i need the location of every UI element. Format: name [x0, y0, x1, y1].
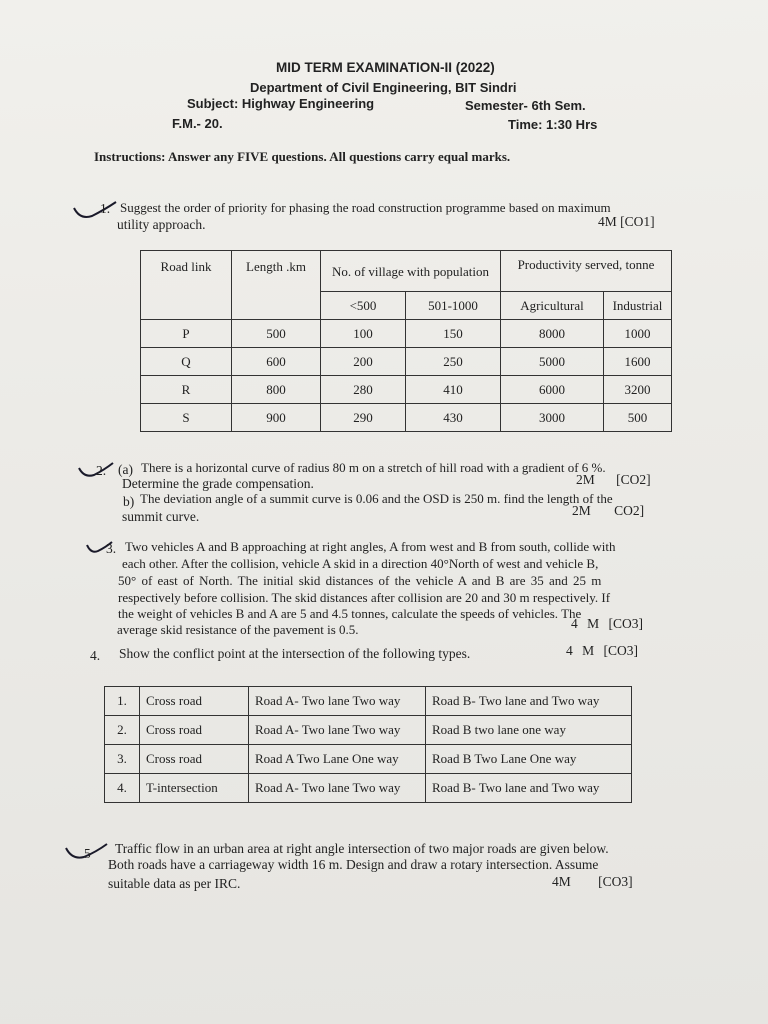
cell: 500	[604, 404, 672, 432]
cell: Road A- Two lane Two way	[249, 774, 426, 803]
department: Department of Civil Engineering, BIT Sindri	[250, 80, 517, 95]
semester-text: Semester- 6th Sem.	[465, 98, 586, 113]
table-row	[105, 745, 632, 774]
q5-line2: Both roads have a carriageway width 16 m. Design and draw a rotary intersection. Assume	[108, 857, 599, 872]
cell: Cross road	[140, 745, 249, 774]
th-village: No. of village with population	[321, 251, 501, 292]
cell: 3200	[604, 376, 672, 404]
exam-title: MID TERM EXAMINATION-II (2022)	[276, 60, 495, 75]
th-industrial: Industrial	[604, 292, 672, 320]
q2b-line2: summit curve.	[122, 509, 200, 524]
cell: S	[141, 404, 232, 432]
cell: 3.	[105, 745, 140, 774]
q3-line1: Two vehicles A and B approaching at right angles, A from west and B from south, collide with	[125, 539, 616, 554]
cell: T-intersection	[140, 774, 249, 803]
cell: 1600	[604, 348, 672, 376]
q1-number: 1.	[100, 201, 111, 216]
table-row	[141, 404, 672, 432]
cell: 1000	[604, 320, 672, 348]
q4-marks: 4 M [CO3]	[566, 643, 638, 658]
q3-number: 3.	[106, 541, 117, 556]
th-length: Length .km	[232, 251, 321, 320]
cell: 410	[406, 376, 501, 404]
cell: R	[141, 376, 232, 404]
cell: 1.	[105, 687, 140, 716]
th-lt500: <500	[321, 292, 406, 320]
cell: 200	[321, 348, 406, 376]
table-row	[105, 687, 632, 716]
cell: 280	[321, 376, 406, 404]
cell: 6000	[501, 376, 604, 404]
cell: 100	[321, 320, 406, 348]
cell: 3000	[501, 404, 604, 432]
cell: 800	[232, 376, 321, 404]
cell: 600	[232, 348, 321, 376]
time: Time: 1:30 Hrs	[508, 117, 598, 132]
q2b-label: b)	[123, 494, 135, 509]
road-link-table	[140, 250, 672, 432]
cell: Road A Two Lane One way	[249, 745, 426, 774]
cell: 2.	[105, 716, 140, 745]
cell: 5000	[501, 348, 604, 376]
q1-marks: 4M [CO1]	[598, 214, 655, 229]
q3-line2: each other. After the collision, vehicle A skid in a direction 40°North of west and vehicle B,	[122, 556, 599, 571]
cell: Road A- Two lane Two way	[249, 687, 426, 716]
cell: Road A- Two lane Two way	[249, 716, 426, 745]
instructions: Instructions: Answer any FIVE questions. All questions carry equal marks.	[94, 149, 511, 164]
cell: 290	[321, 404, 406, 432]
q1-line2: utility approach.	[117, 217, 206, 232]
intersection-table	[104, 686, 632, 803]
th-road-link: Road link	[141, 251, 232, 320]
q2a-line2: Determine the grade compensation.	[122, 476, 314, 491]
q5-line1: Traffic flow in an urban area at right angle intersection of two major roads are given below.	[115, 841, 609, 856]
table-row	[141, 348, 672, 376]
check-mark-icon	[70, 198, 120, 224]
th-agricultural: Agricultural	[501, 292, 604, 320]
cell: Cross road	[140, 687, 249, 716]
q4-number: 4.	[90, 648, 101, 663]
q4-text: Show the conflict point at the intersection of the following types.	[119, 646, 471, 661]
cell: Road B- Two lane and Two way	[426, 774, 632, 803]
q5-number: 5	[84, 846, 91, 861]
table-row	[141, 376, 672, 404]
cell: 150	[406, 320, 501, 348]
cell: Cross road	[140, 716, 249, 745]
cell: P	[141, 320, 232, 348]
cell: Q	[141, 348, 232, 376]
subject: Subject: Highway Engineering	[187, 96, 375, 111]
q3-line4: respectively before collision. The skid distances after collision are 20 and 30 m respectively. If	[118, 590, 611, 605]
q2a-marks: 2M [CO2]	[576, 472, 651, 487]
q5-line3: suitable data as per IRC.	[108, 876, 241, 891]
cell: Road B- Two lane and Two way	[426, 687, 632, 716]
q2a-label: (a)	[118, 462, 133, 477]
q5-marks: 4M [CO3]	[552, 874, 633, 889]
q2a-line1: There is a horizontal curve of radius 80 m on a stretch of hill road with a gradient of 6 %.	[141, 460, 606, 475]
table-row	[105, 716, 632, 745]
th-productivity: Productivity served, tonne	[501, 251, 672, 292]
cell: 900	[232, 404, 321, 432]
q3-line6: average skid resistance of the pavement is 0.5.	[117, 622, 359, 637]
q1-line1: Suggest the order of priority for phasing the road construction programme based on maximum	[120, 200, 611, 215]
q2b-line1: The deviation angle of a summit curve is 0.06 and the OSD is 250 m. find the length of the	[140, 491, 613, 506]
cell: 430	[406, 404, 501, 432]
cell: 250	[406, 348, 501, 376]
cell: 500	[232, 320, 321, 348]
q3-line3: 50° of east of North. The initial skid distances of the vehicle A and B are 35 and 25 m	[118, 573, 602, 588]
full-marks: F.M.- 20.	[172, 116, 223, 131]
cell: 8000	[501, 320, 604, 348]
q3-line5: the weight of vehicles B and A are 5 and 4.5 tonnes, calculate the speeds of vehicles. The	[118, 606, 582, 621]
cell: Road B Two Lane One way	[426, 745, 632, 774]
q3-marks: 4 M [CO3]	[571, 616, 643, 631]
q2b-marks: 2M CO2]	[572, 503, 645, 518]
cell: 4.	[105, 774, 140, 803]
cell: Road B two lane one way	[426, 716, 632, 745]
table-row	[105, 774, 632, 803]
semester	[465, 98, 586, 113]
th-501-1000: 501-1000	[406, 292, 501, 320]
table-row	[141, 320, 672, 348]
q2-number: 2.	[96, 463, 107, 478]
